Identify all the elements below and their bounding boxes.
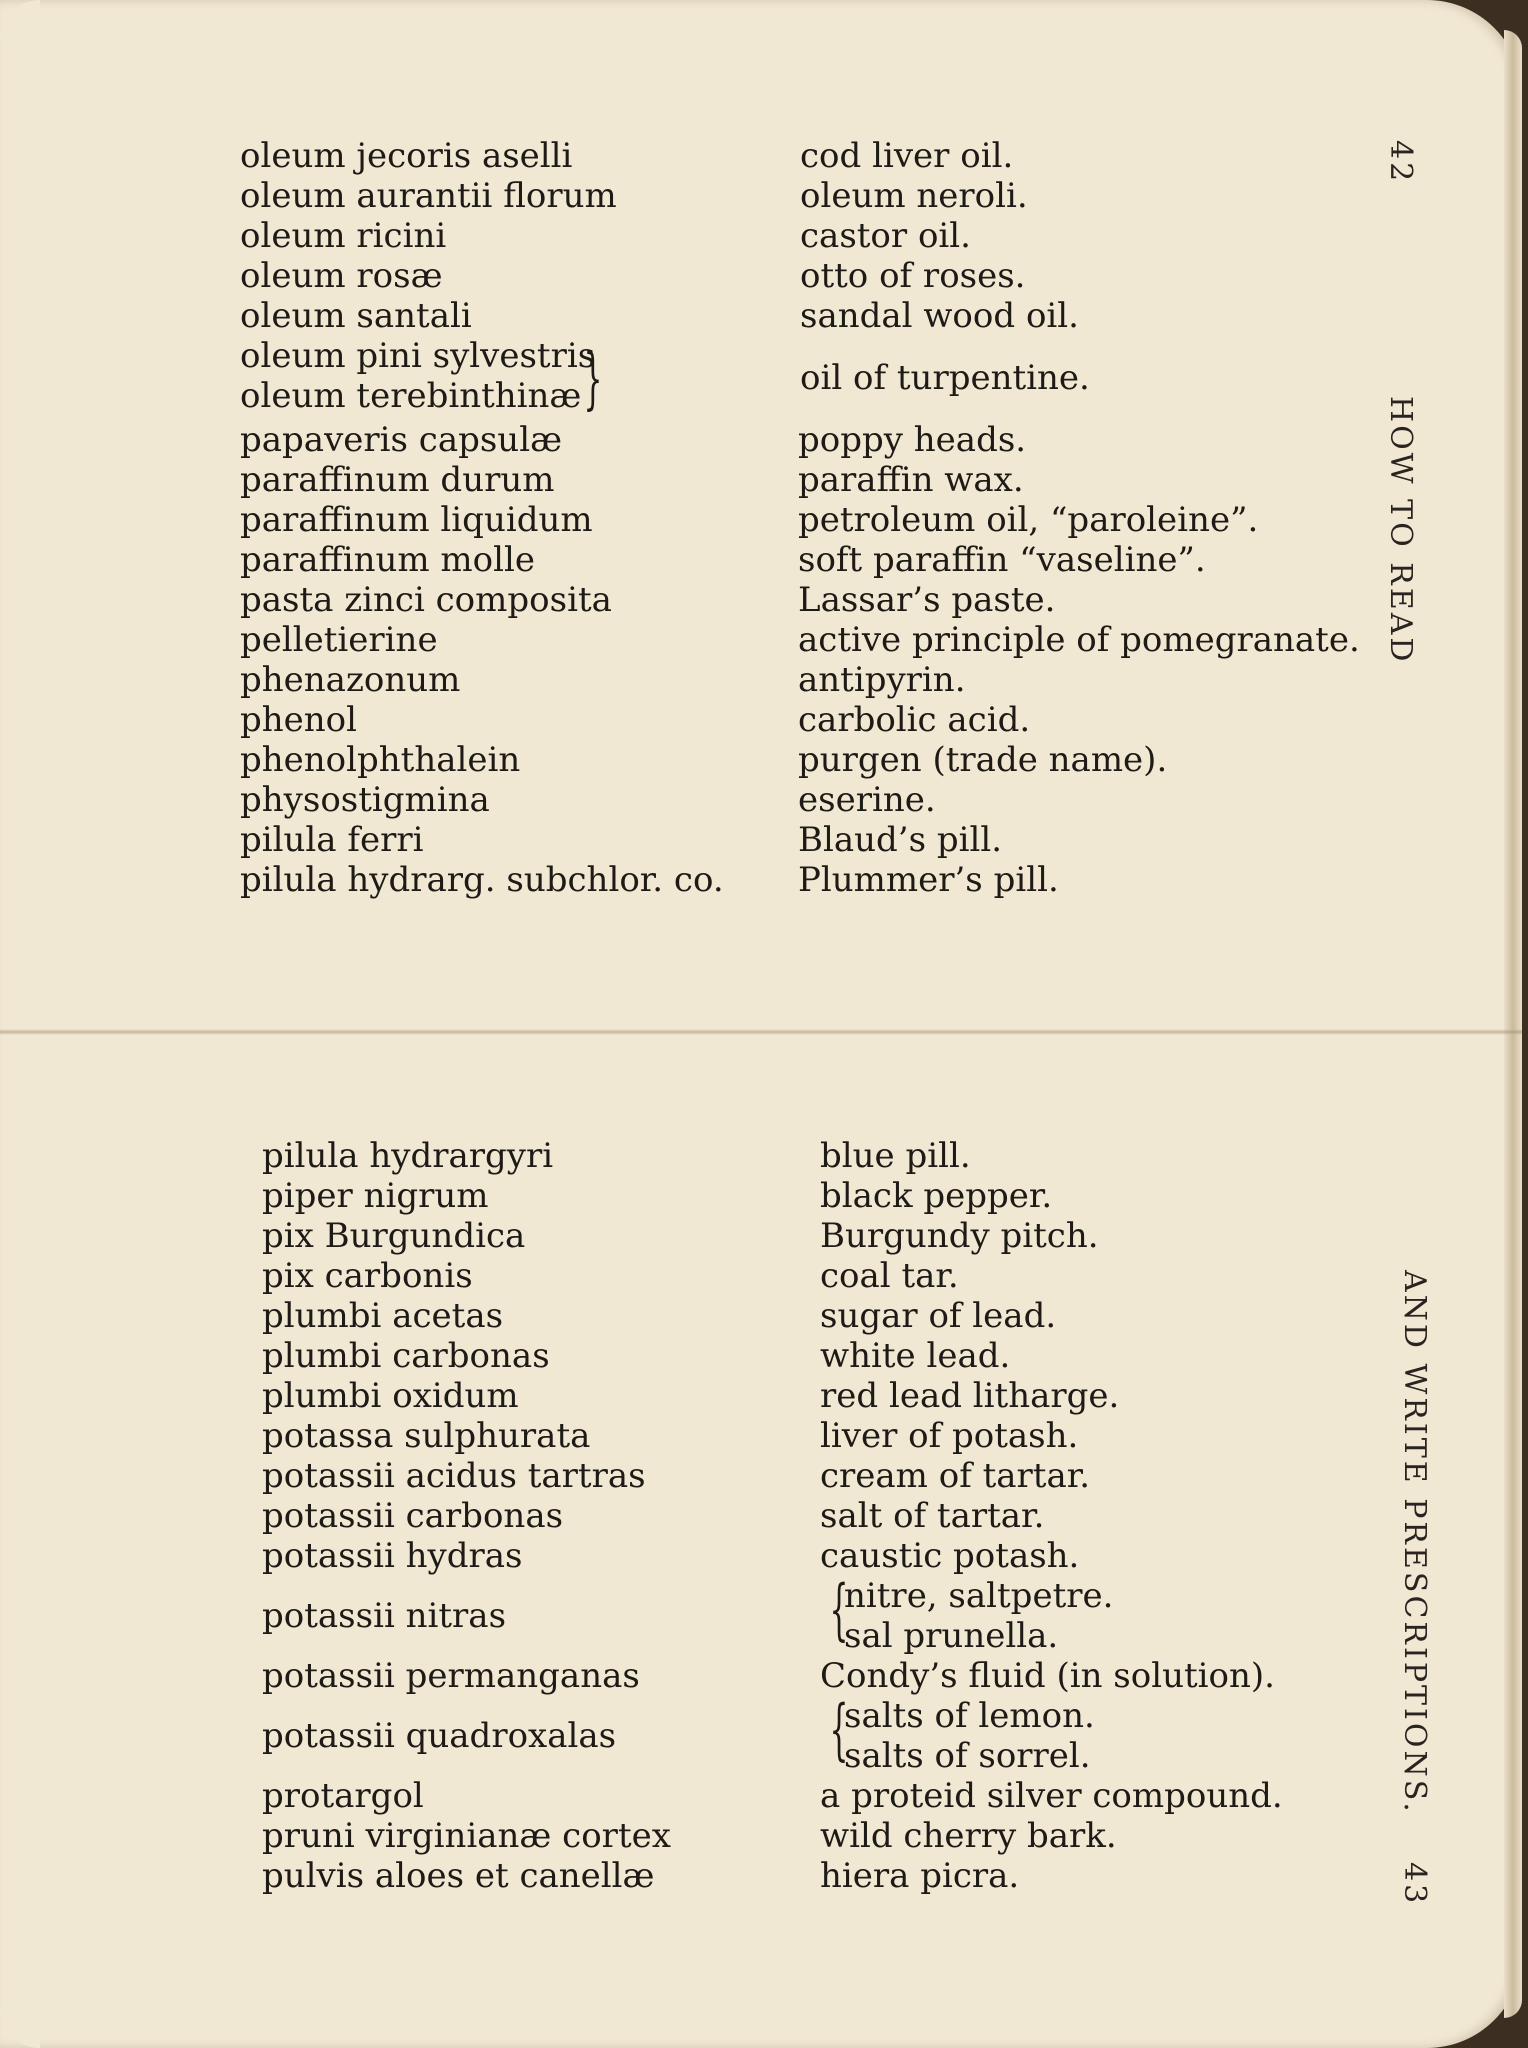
list-item xyxy=(240,216,1340,256)
list-item xyxy=(240,700,1340,740)
brace-left: { xyxy=(829,1691,849,1768)
latin-term: paraffinum liquidum xyxy=(240,500,593,540)
english-meaning: otto of roses. xyxy=(800,256,1026,296)
english-meaning: red lead litharge. xyxy=(820,1376,1120,1416)
list-item xyxy=(262,1176,1362,1216)
english-meaning: petroleum oil, “paroleine”. xyxy=(798,500,1259,540)
latin-term: oleum jecoris aselli xyxy=(240,136,573,176)
latin-term: pix carbonis xyxy=(262,1256,473,1296)
english-meaning: blue pill. xyxy=(820,1136,971,1176)
list-item xyxy=(262,1496,1362,1536)
latin-term: pulvis aloes et canellæ xyxy=(262,1856,655,1896)
english-meaning: sal prunella. xyxy=(844,1616,1059,1656)
list-item xyxy=(262,1416,1362,1456)
english-meaning: nitre, saltpetre. xyxy=(844,1576,1114,1616)
list-item xyxy=(240,136,1340,176)
latin-term: physostigmina xyxy=(240,780,490,820)
english-meaning: oleum neroli. xyxy=(800,176,1028,216)
list-item xyxy=(240,460,1340,500)
english-meaning: sandal wood oil. xyxy=(800,296,1079,336)
latin-term: phenol xyxy=(240,700,358,740)
english-meaning: poppy heads. xyxy=(798,420,1027,460)
brace-left: { xyxy=(829,1571,849,1648)
running-head-bottom: AND WRITE PRESCRIPTIONS. xyxy=(1397,1270,1432,1815)
list-item xyxy=(240,420,1340,460)
list-item xyxy=(262,1136,1362,1176)
list-item xyxy=(240,780,1340,820)
english-meaning: eserine. xyxy=(798,780,936,820)
latin-term: protargol xyxy=(262,1776,424,1816)
english-meaning: caustic potash. xyxy=(820,1536,1080,1576)
english-meaning: salts of sorrel. xyxy=(844,1736,1091,1776)
page-corner xyxy=(0,2008,40,2048)
list-item xyxy=(262,1296,1362,1336)
latin-term: pruni virginianæ cortex xyxy=(262,1816,671,1856)
list-item xyxy=(240,580,1340,620)
latin-term: potassii quadroxalas xyxy=(262,1716,617,1756)
english-meaning: purgen (trade name). xyxy=(798,740,1168,780)
latin-term: oleum terebinthinæ xyxy=(240,376,582,416)
latin-term: paraffinum durum xyxy=(240,460,555,500)
latin-term: potassii nitras xyxy=(262,1596,507,1636)
english-meaning: black pepper. xyxy=(820,1176,1053,1216)
latin-term: potassa sulphurata xyxy=(262,1416,591,1456)
list-item xyxy=(262,1656,1362,1696)
english-meaning: soft paraffin “vaseline”. xyxy=(798,540,1206,580)
list-item xyxy=(262,1376,1362,1416)
latin-term: oleum rosæ xyxy=(240,256,443,296)
latin-term: pelletierine xyxy=(240,620,438,660)
english-meaning: liver of potash. xyxy=(820,1416,1079,1456)
list-item xyxy=(240,296,1340,336)
list-item xyxy=(240,500,1340,540)
list-item xyxy=(240,660,1340,700)
page-fold xyxy=(0,1029,1522,1035)
list-item xyxy=(262,1536,1362,1576)
english-meaning: Burgundy pitch. xyxy=(820,1216,1099,1256)
latin-term: oleum pini sylvestris xyxy=(240,336,596,376)
english-meaning: hiera picra. xyxy=(820,1856,1020,1896)
latin-term: oleum aurantii florum xyxy=(240,176,617,216)
english-meaning: Plummer’s pill. xyxy=(798,860,1059,900)
latin-term: phenolphthalein xyxy=(240,740,521,780)
latin-term: paraffinum molle xyxy=(240,540,536,580)
list-item xyxy=(262,1776,1362,1816)
english-meaning: Blaud’s pill. xyxy=(798,820,1003,860)
list-item xyxy=(240,740,1340,780)
latin-term: pix Burgundica xyxy=(262,1216,526,1256)
latin-term: potassii permanganas xyxy=(262,1656,640,1696)
english-meaning: salt of tartar. xyxy=(820,1496,1045,1536)
latin-term: pasta zinci composita xyxy=(240,580,612,620)
page-number-bottom: 43 xyxy=(1397,1862,1432,1907)
latin-term: pilula hydrarg. subchlor. co. xyxy=(240,860,724,900)
english-meaning: a proteid silver compound. xyxy=(820,1776,1283,1816)
latin-term: papaveris capsulæ xyxy=(240,420,563,460)
english-meaning: cod liver oil. xyxy=(800,136,1014,176)
list-item xyxy=(240,820,1340,860)
english-meaning: active principle of pomegranate. xyxy=(798,620,1360,660)
latin-term: plumbi carbonas xyxy=(262,1336,550,1376)
english-meaning: cream of tartar. xyxy=(820,1456,1091,1496)
running-head-top: HOW TO READ xyxy=(1383,396,1418,665)
list-item xyxy=(262,1456,1362,1496)
english-meaning: antipyrin. xyxy=(798,660,966,700)
list-item xyxy=(240,336,1340,376)
list-item xyxy=(240,620,1360,660)
list-item xyxy=(262,1336,1362,1376)
latin-term: phenazonum xyxy=(240,660,461,700)
latin-term: potassii acidus tartras xyxy=(262,1456,646,1496)
list-item xyxy=(262,1216,1362,1256)
list-item xyxy=(262,1816,1362,1856)
english-meaning: Condy’s fluid (in solution). xyxy=(820,1656,1275,1696)
latin-term: potassii carbonas xyxy=(262,1496,564,1536)
brace-right: } xyxy=(583,340,603,417)
list-item xyxy=(262,1856,1362,1896)
english-meaning: white lead. xyxy=(820,1336,1011,1376)
latin-term: oleum ricini xyxy=(240,216,447,256)
english-meaning: castor oil. xyxy=(800,216,971,256)
english-meaning: oil of turpentine. xyxy=(800,358,1090,398)
list-item xyxy=(240,860,1340,900)
english-meaning: carbolic acid. xyxy=(798,700,1031,740)
latin-term: piper nigrum xyxy=(262,1176,489,1216)
english-meaning: coal tar. xyxy=(820,1256,959,1296)
latin-term: oleum santali xyxy=(240,296,472,336)
list-item xyxy=(240,256,1340,296)
english-meaning: paraffin wax. xyxy=(798,460,1024,500)
latin-term: plumbi oxidum xyxy=(262,1376,519,1416)
latin-term: pilula ferri xyxy=(240,820,424,860)
list-item xyxy=(240,176,1340,216)
english-meaning: Lassar’s paste. xyxy=(798,580,1056,620)
latin-term: potassii hydras xyxy=(262,1536,523,1576)
page-number-top: 42 xyxy=(1383,140,1418,185)
english-meaning: sugar of lead. xyxy=(820,1296,1057,1336)
list-item xyxy=(240,540,1340,580)
page-edge xyxy=(1504,30,1522,2018)
list-item xyxy=(262,1256,1362,1296)
list-item xyxy=(240,358,1340,416)
page-corner xyxy=(0,0,40,40)
latin-term: plumbi acetas xyxy=(262,1296,504,1336)
english-meaning: wild cherry bark. xyxy=(820,1816,1117,1856)
latin-term: pilula hydrargyri xyxy=(262,1136,554,1176)
english-meaning: salts of lemon. xyxy=(844,1696,1095,1736)
